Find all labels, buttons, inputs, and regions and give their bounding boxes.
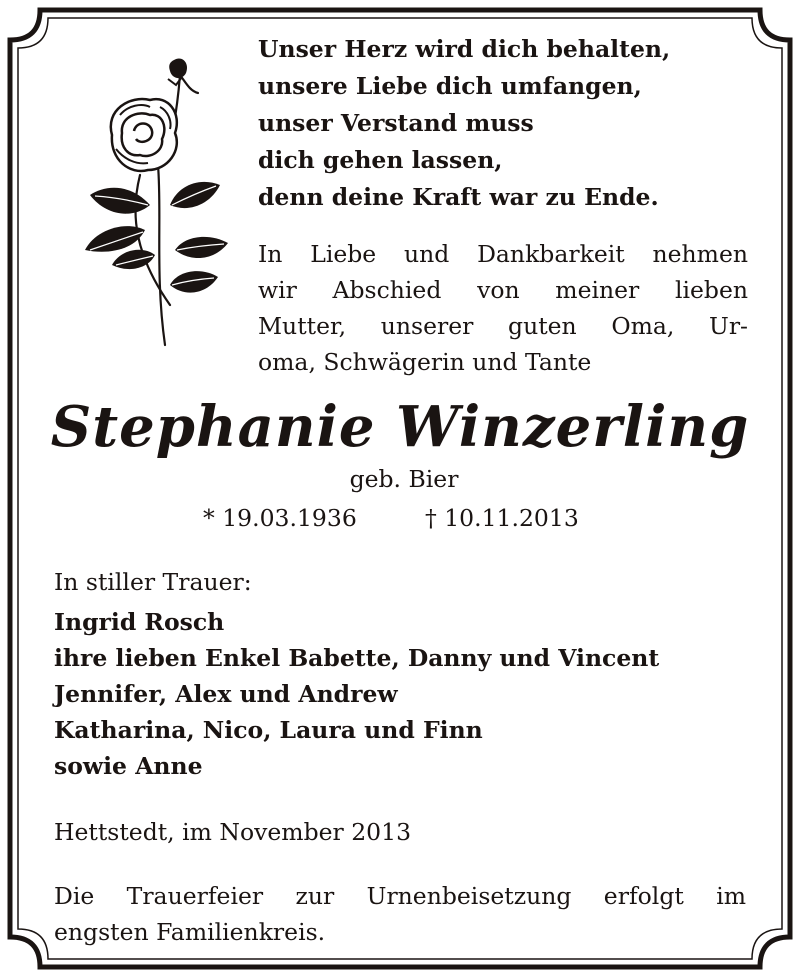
birth-name bbox=[0, 462, 800, 496]
funeral-line: Die Trauerfeier zur Urnenbeisetzung erfolgt im bbox=[54, 882, 746, 910]
poem-line: unser Verstand muss bbox=[258, 109, 534, 137]
intro-line: In Liebe und Dankbarkeit nehmen bbox=[258, 240, 748, 268]
poem-verse bbox=[258, 31, 778, 216]
poem-line: unsere Liebe dich umfangen, bbox=[258, 72, 642, 100]
mourner-line: Katharina, Nico, Laura und Finn bbox=[54, 716, 483, 744]
birth-name-text: geb. Bier bbox=[349, 465, 459, 493]
birth-date: * 19.03.1936 bbox=[203, 504, 357, 532]
mourner-line: sowie Anne bbox=[54, 752, 203, 780]
rose-icon bbox=[50, 55, 235, 350]
deceased-name: Stephanie Winzerling bbox=[50, 394, 750, 460]
poem-line: Unser Herz wird dich behalten, bbox=[258, 35, 671, 63]
mourners-list bbox=[54, 604, 754, 784]
intro-line: oma, Schwägerin und Tante bbox=[258, 348, 592, 376]
mourner-line: Jennifer, Alex und Andrew bbox=[54, 680, 398, 708]
funeral-line: engsten Familienkreis. bbox=[54, 918, 326, 946]
mourner-line: Ingrid Rosch bbox=[54, 608, 225, 636]
poem-line: denn deine Kraft war zu Ende. bbox=[258, 183, 659, 211]
funeral-notice bbox=[54, 878, 746, 950]
place-date: Hettstedt, im November 2013 bbox=[54, 818, 412, 846]
intro-text bbox=[258, 236, 748, 380]
mourner-line: ihre lieben Enkel Babette, Danny und Vincent bbox=[54, 644, 660, 672]
intro-line: wir Abschied von meiner lieben bbox=[258, 276, 748, 304]
intro-line: Mutter, unserer guten Oma, Ur- bbox=[258, 312, 748, 340]
life-dates bbox=[0, 500, 800, 536]
poem-line: dich gehen lassen, bbox=[258, 146, 503, 174]
mourners-label: In stiller Trauer: bbox=[54, 568, 252, 596]
death-date: † 10.11.2013 bbox=[425, 504, 579, 532]
